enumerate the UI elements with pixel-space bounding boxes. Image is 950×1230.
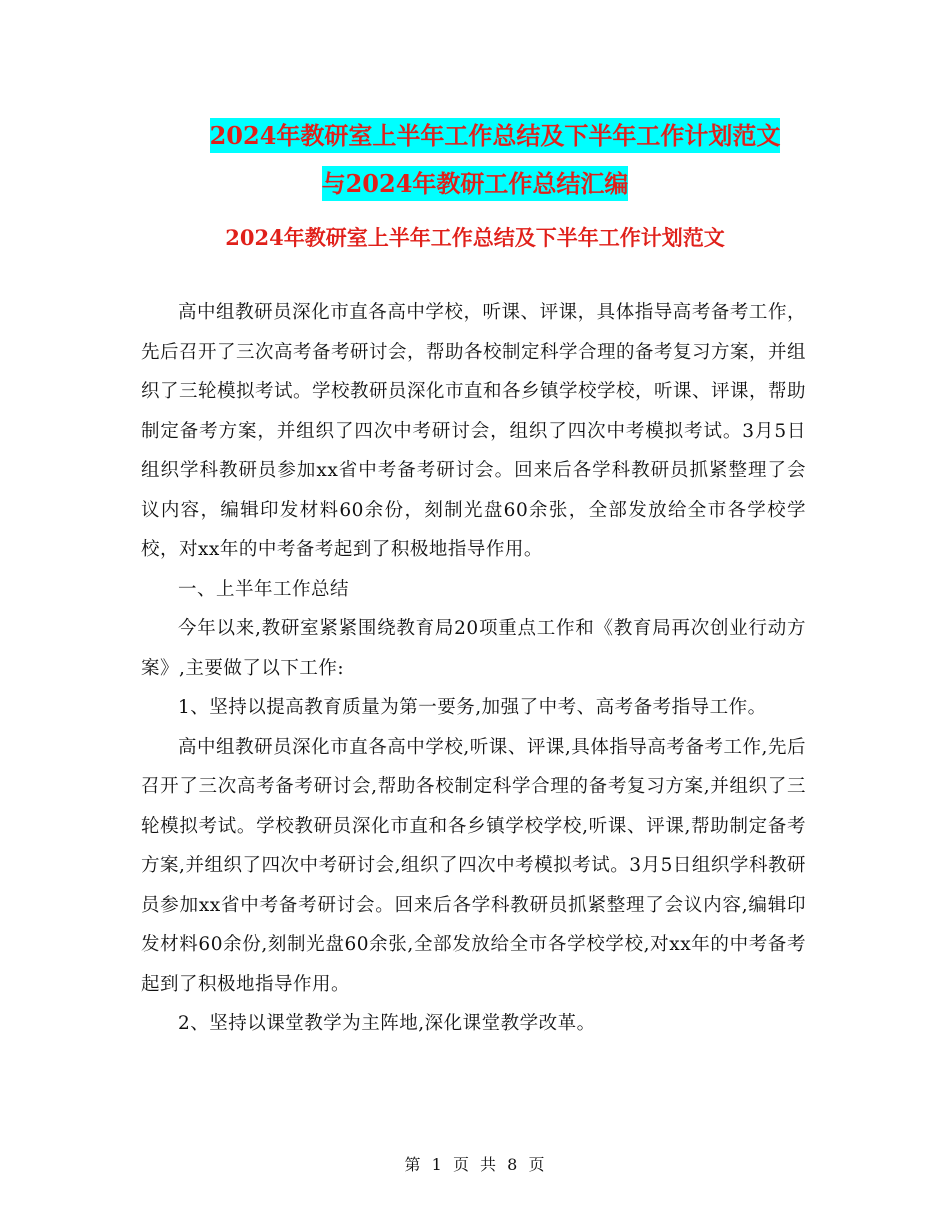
heading-first-half-summary: 一、上半年工作总结 (178, 578, 350, 600)
main-title-line-2: 与2024年教研工作总结汇编 (322, 166, 629, 201)
section-title: 2024年教研室上半年工作总结及下半年工作计划范文 (225, 225, 725, 250)
page-footer (0, 1152, 950, 1175)
footer-suffix: 页 (528, 1155, 546, 1174)
footer-current-page: 1 (431, 1155, 443, 1174)
footer-page-word: 页 (452, 1155, 470, 1174)
paragraph-5: 2、坚持以课堂教学为主阵地,深化课堂教学改革。 (178, 1013, 596, 1034)
footer-prefix: 第 (404, 1155, 422, 1174)
paragraph-2: 今年以来,教研室紧紧围绕教育局20项重点工作和《教育局再次创业行动方案》,主要做了以下工作: (141, 618, 806, 679)
footer-total-prefix: 共 (480, 1155, 498, 1174)
paragraph-4: 高中组教研员深化市直各高中学校,听课、评课,具体指导高考备考工作,先后召开了三次高考备考研讨会,帮助各校制定科学合理的备考复习方案,并组织了三轮模拟考试。学校教研员深化市直和各乡镇学校学校,听课、评课,帮助制定备考方案,并组织了四次中考研讨会,组织了四次中考模拟考试。3月5日组织学科教研员参加xx省中考备考研讨会。回来后各学科教研员抓紧整理了会议内容,编辑印发材料60余份,刻制光盘60余张,全部发放给全市各学校学校,对xx年的中考备考起到了积极地指导作用。 (141, 736, 806, 995)
main-title-line-1: 2024年教研室上半年工作总结及下半年工作计划范文 (210, 118, 781, 153)
document-body (141, 293, 806, 1044)
paragraph-3: 1、坚持以提高教育质量为第一要务,加强了中考、高考备考指导工作。 (178, 697, 767, 718)
paragraph-1: 高中组教研员深化市直各高中学校，听课、评课，具体指导高考备考工作，先后召开了三次高考备考研讨会，帮助各校制定科学合理的备考复习方案，并组织了三轮模拟考试。学校教研员深化市直和各乡镇学校学校，听课、评课，帮助制定备考方案，并组织了四次中考研讨会，组织了四次中考模拟考试。3月5日组织学科教研员参加xx省中考备考研讨会。回来后各学科教研员抓紧整理了会议内容，编辑印发材料60余份，刻制光盘60余张，全部发放给全市各学校学校，对xx年的中考备考起到了积极地指导作用。 (141, 302, 807, 560)
footer-total-pages: 8 (507, 1155, 519, 1174)
main-title (0, 112, 950, 208)
